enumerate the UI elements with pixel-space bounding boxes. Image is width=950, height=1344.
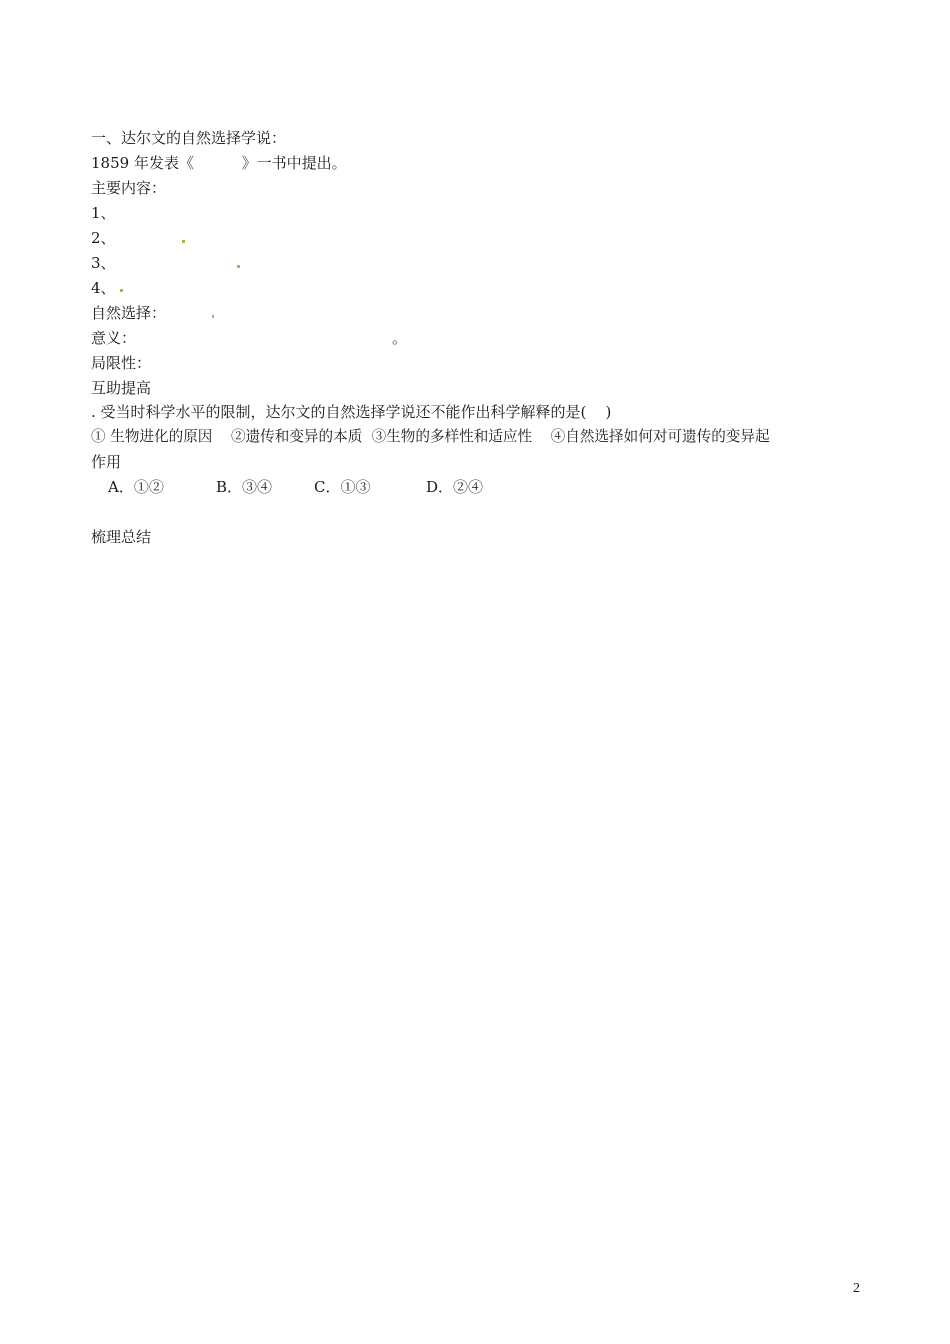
blank-mark <box>120 289 123 292</box>
significance-end: 。 <box>392 329 408 347</box>
section-heading: 一、达尔文的自然选择学说： <box>91 129 287 147</box>
main-content-label: 主要内容： <box>91 179 167 197</box>
option-d: D．②④ <box>426 478 484 496</box>
practice-heading: 互助提高 <box>91 379 152 397</box>
list-item-3: 3、 <box>91 254 116 272</box>
page-number: 2 <box>853 1281 860 1296</box>
blank-mark <box>237 265 240 268</box>
option-a: A．①② <box>108 478 164 496</box>
limitation-label: 局限性： <box>91 354 152 372</box>
question-statements-cont: 作用 <box>91 453 122 471</box>
blank-mark <box>182 240 185 243</box>
question-statements: ① 生物进化的原因 ②遗传和变异的本质 ③生物的多样性和适应性 ④自然选择如何对可遗传的变异起 <box>91 428 770 445</box>
list-item-1: 1、 <box>91 204 116 222</box>
blank-mark <box>212 315 214 318</box>
option-b: B．③④ <box>216 478 273 496</box>
option-c: C．①③ <box>314 478 371 496</box>
list-item-2: 2、 <box>91 229 116 247</box>
question-stem: . 受当时科学水平的限制，达尔文的自然选择学说还不能作出科学解释的是( ) <box>91 403 612 421</box>
list-item-4: 4、 <box>91 279 116 297</box>
natural-selection-label: 自然选择： <box>91 304 167 322</box>
summary-heading: 梳理总结 <box>91 528 152 546</box>
significance-label: 意义： <box>91 329 137 347</box>
publication-line: 1859 年发表《 》一书中提出。 <box>91 154 347 172</box>
